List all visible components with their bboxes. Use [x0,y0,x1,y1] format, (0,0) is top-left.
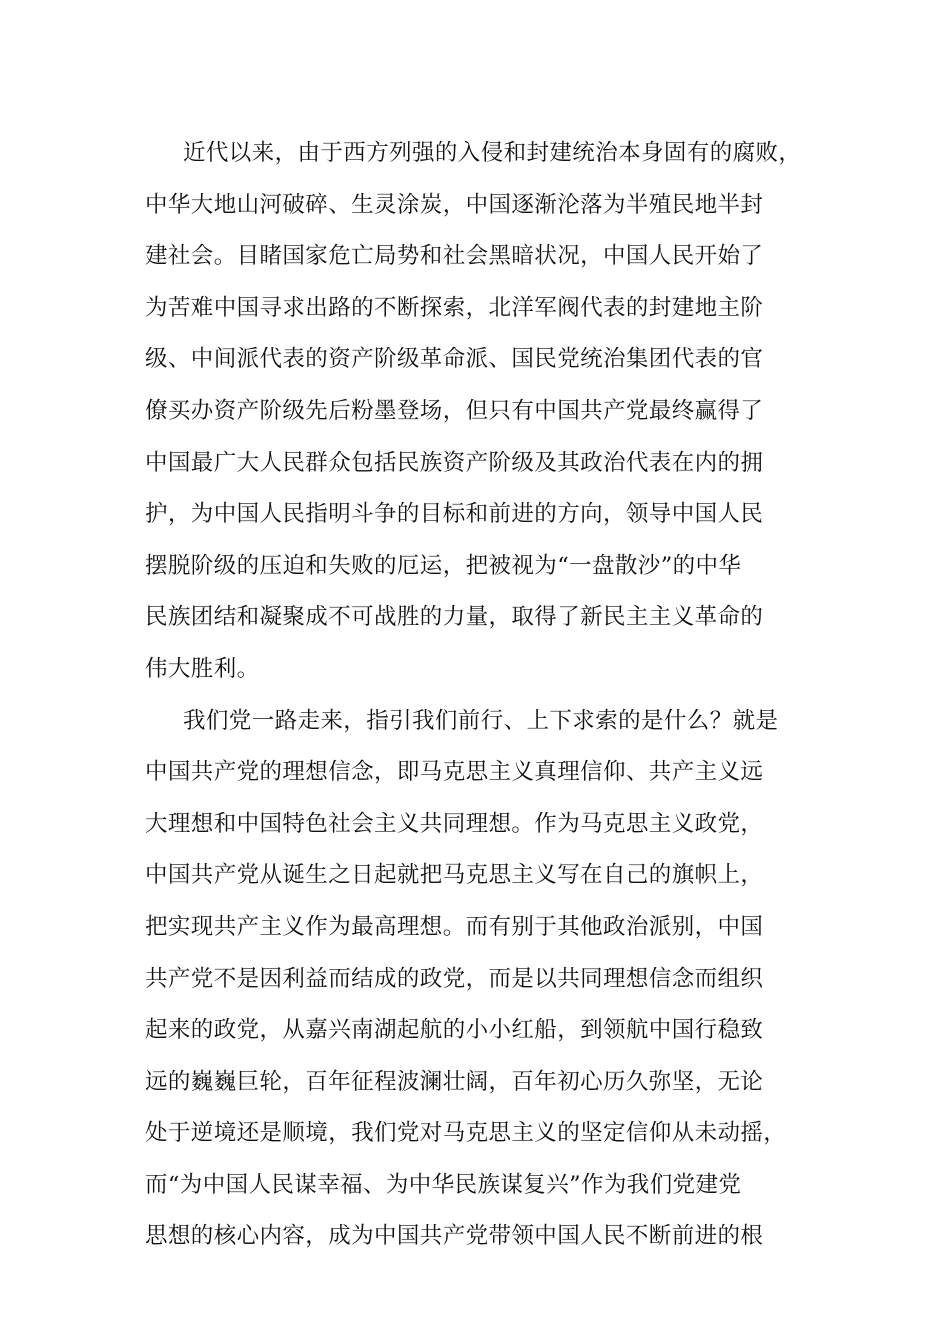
text-line: 民族团结和凝聚成不可战胜的力量，取得了新民主主义革命的 [145,604,764,631]
text-line: 中国共产党从诞生之日起就把马克思主义写在自己的旗帜上， [145,862,764,889]
text-line: 而“为中国人民谋幸福、为中华民族谋复兴”作为我们党建党 [145,1171,742,1198]
text-line: 共产党不是因利益而结成的政党，而是以共同理想信念而组织 [145,965,764,992]
text-line: 僚买办资产阶级先后粉墨登场，但只有中国共产党最终赢得了 [145,397,764,424]
paragraph-1 [145,128,810,696]
text-line: 为苦难中国寻求出路的不断探索，北洋军阀代表的封建地主阶 [145,294,764,321]
text-line: 护，为中国人民指明斗争的目标和前进的方向，领导中国人民 [145,501,764,528]
body-text [145,128,810,1263]
text-line: 中国最广大人民群众包括民族资产阶级及其政治代表在内的拥 [145,449,764,476]
text-line: 远的巍巍巨轮，百年征程波澜壮阔，百年初心历久弥坚，无论 [145,1068,764,1095]
paragraph-2 [145,696,810,1264]
text-line: 级、中间派代表的资产阶级革命派、国民党统治集团代表的官 [145,346,764,373]
text-line: 我们党一路走来，指引我们前行、上下求索的是什么？就是 [183,707,779,734]
text-line: 思想的核心内容，成为中国共产党带领中国人民不断前进的根 [145,1223,764,1250]
text-line: 中国共产党的理想信念，即马克思主义真理信仰、共产主义远 [145,759,764,786]
text-line: 建社会。目睹国家危亡局势和社会黑暗状况，中国人民开始了 [145,243,764,270]
text-line: 把实现共产主义作为最高理想。而有别于其他政治派别，中国 [145,913,764,940]
text-line: 起来的政党，从嘉兴南湖起航的小小红船，到领航中国行稳致 [145,1017,764,1044]
text-line: 处于逆境还是顺境，我们党对马克思主义的坚定信仰从未动摇， [145,1120,787,1147]
text-line: 近代以来，由于西方列强的入侵和封建统治本身固有的腐败， [183,140,802,166]
text-line: 大理想和中国特色社会主义共同理想。作为马克思主义政党， [145,810,764,837]
text-line: 摆脱阶级的压迫和失败的厄运，把被视为“一盘散沙”的中华 [145,552,742,579]
text-line: 伟大胜利。 [145,655,260,682]
text-line: 中华大地山河破碎、生灵涂炭，中国逐渐沦落为半殖民地半封 [145,191,764,218]
